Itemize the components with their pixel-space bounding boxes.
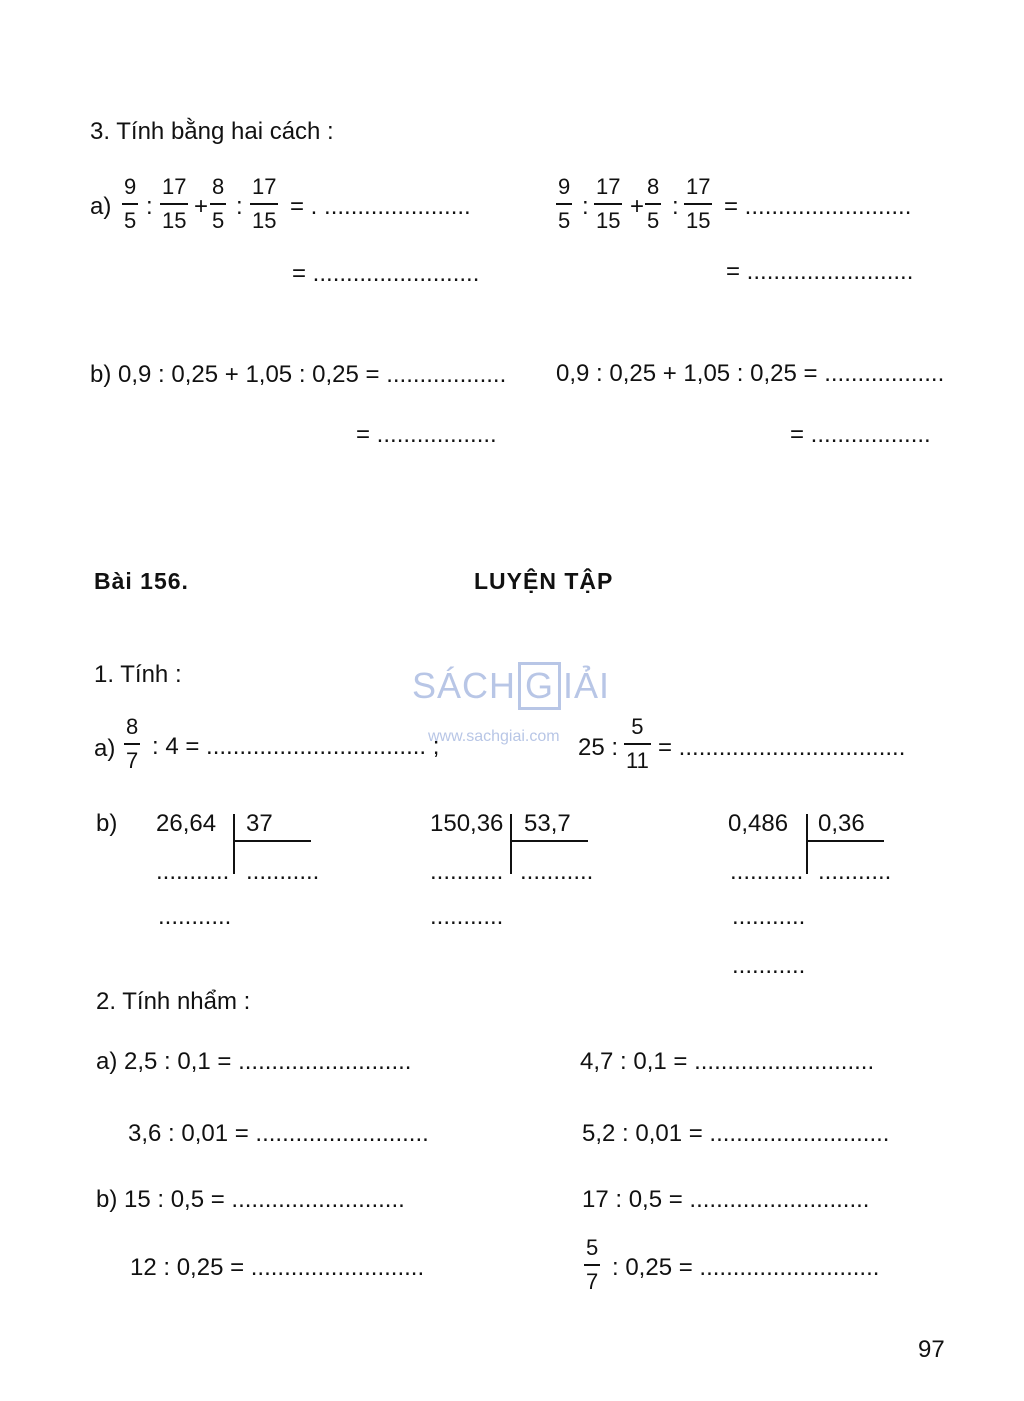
fraction-9-5: 9 5	[124, 174, 137, 233]
division-vertical-line	[806, 814, 808, 874]
calc-row-right[interactable]: 17 : 0,5 = ...........................	[582, 1186, 870, 1213]
division-horizontal-line	[806, 840, 884, 842]
work-blank[interactable]: ...........	[430, 903, 504, 930]
division-horizontal-line	[510, 840, 588, 842]
answer-blank[interactable]: = ..................................	[658, 734, 906, 761]
divide-sign: :	[672, 193, 679, 220]
exercise-1b-label: b)	[96, 810, 118, 837]
fraction-8-5: 8 5	[647, 174, 660, 233]
exercise-1a-label: a)	[94, 735, 116, 762]
divide-sign: :	[236, 193, 243, 220]
answer-blank[interactable]: = ..................	[790, 421, 931, 448]
divisor: 0,36	[818, 810, 865, 837]
exercise-3b-right[interactable]: 0,9 : 0,25 + 1,05 : 0,25 = ..................	[556, 360, 945, 387]
watermark-url: www.sachgiai.com	[428, 728, 560, 745]
quotient-blank[interactable]: ...........	[520, 858, 594, 885]
fraction-17-15: 17 15	[162, 174, 187, 233]
dividend: 0,486	[728, 810, 789, 837]
division-vertical-line	[510, 814, 512, 874]
quotient-blank[interactable]: ...........	[818, 858, 892, 885]
exercise-1-title: 1. Tính :	[94, 661, 182, 688]
quotient-blank[interactable]: ...........	[246, 858, 320, 885]
divisor: 53,7	[524, 810, 571, 837]
lesson-title: LUYỆN TẬP	[474, 568, 614, 594]
exercise-3-title: 3. Tính bằng hai cách :	[90, 118, 334, 145]
calc-row-right[interactable]: 5,2 : 0,01 = ...........................	[582, 1120, 890, 1147]
work-blank[interactable]: ...........	[158, 903, 232, 930]
fraction-9-5: 9 5	[558, 174, 571, 233]
fraction-5-7: 5 7	[586, 1235, 599, 1294]
exercise-3a-label: a)	[90, 193, 112, 220]
work-blank[interactable]: ...........	[732, 903, 806, 930]
watermark-logo: SÁCH G IẢI	[412, 662, 610, 710]
fraction-17-15: 17 15	[252, 174, 277, 233]
exercise-3b-left[interactable]: b) 0,9 : 0,25 + 1,05 : 0,25 = ..................	[90, 361, 507, 388]
fraction-8-7: 8 7	[126, 714, 139, 773]
answer-blank[interactable]: = ..................	[356, 421, 497, 448]
answer-blank[interactable]: = .........................	[292, 260, 480, 287]
dividend: 150,36	[430, 810, 504, 837]
dividend: 26,64	[156, 810, 217, 837]
page-number: 97	[918, 1336, 945, 1363]
fraction-8-5: 8 5	[212, 174, 225, 233]
work-blank[interactable]: ...........	[430, 858, 504, 885]
exercise-2-title: 2. Tính nhẩm :	[96, 988, 251, 1015]
answer-blank[interactable]: = . ......................	[290, 193, 471, 220]
calc-row-left[interactable]: 12 : 0,25 = ..........................	[130, 1254, 425, 1281]
fraction-17-15: 17 15	[686, 174, 711, 233]
calc-row-left[interactable]: b) 15 : 0,5 = ..........................	[96, 1186, 405, 1213]
plus-sign: +	[630, 193, 645, 220]
divide-sign: :	[146, 193, 153, 220]
division-horizontal-line	[233, 840, 311, 842]
fraction-17-15: 17 15	[596, 174, 621, 233]
work-blank[interactable]: ...........	[730, 858, 804, 885]
plus-sign: +	[194, 193, 209, 220]
calc-row-right[interactable]: : 0,25 = ...........................	[612, 1254, 880, 1281]
answer-blank[interactable]: = .........................	[726, 258, 914, 285]
division-vertical-line	[233, 814, 235, 874]
answer-blank[interactable]: = .........................	[724, 193, 912, 220]
work-blank[interactable]: ...........	[732, 952, 806, 979]
calc-row-left[interactable]: a) 2,5 : 0,1 = ..........................	[96, 1048, 412, 1075]
work-blank[interactable]: ...........	[156, 858, 230, 885]
fraction-5-11: 5 11	[626, 714, 649, 773]
exercise-1a2-prefix: 25 :	[578, 734, 619, 761]
calc-row-left[interactable]: 3,6 : 0,01 = ..........................	[128, 1120, 429, 1147]
answer-blank[interactable]: : 4 = ................................. ;	[152, 733, 440, 760]
divide-sign: :	[582, 193, 589, 220]
lesson-number: Bài 156.	[94, 568, 189, 594]
divisor: 37	[246, 810, 273, 837]
calc-row-right[interactable]: 4,7 : 0,1 = ...........................	[580, 1048, 875, 1075]
